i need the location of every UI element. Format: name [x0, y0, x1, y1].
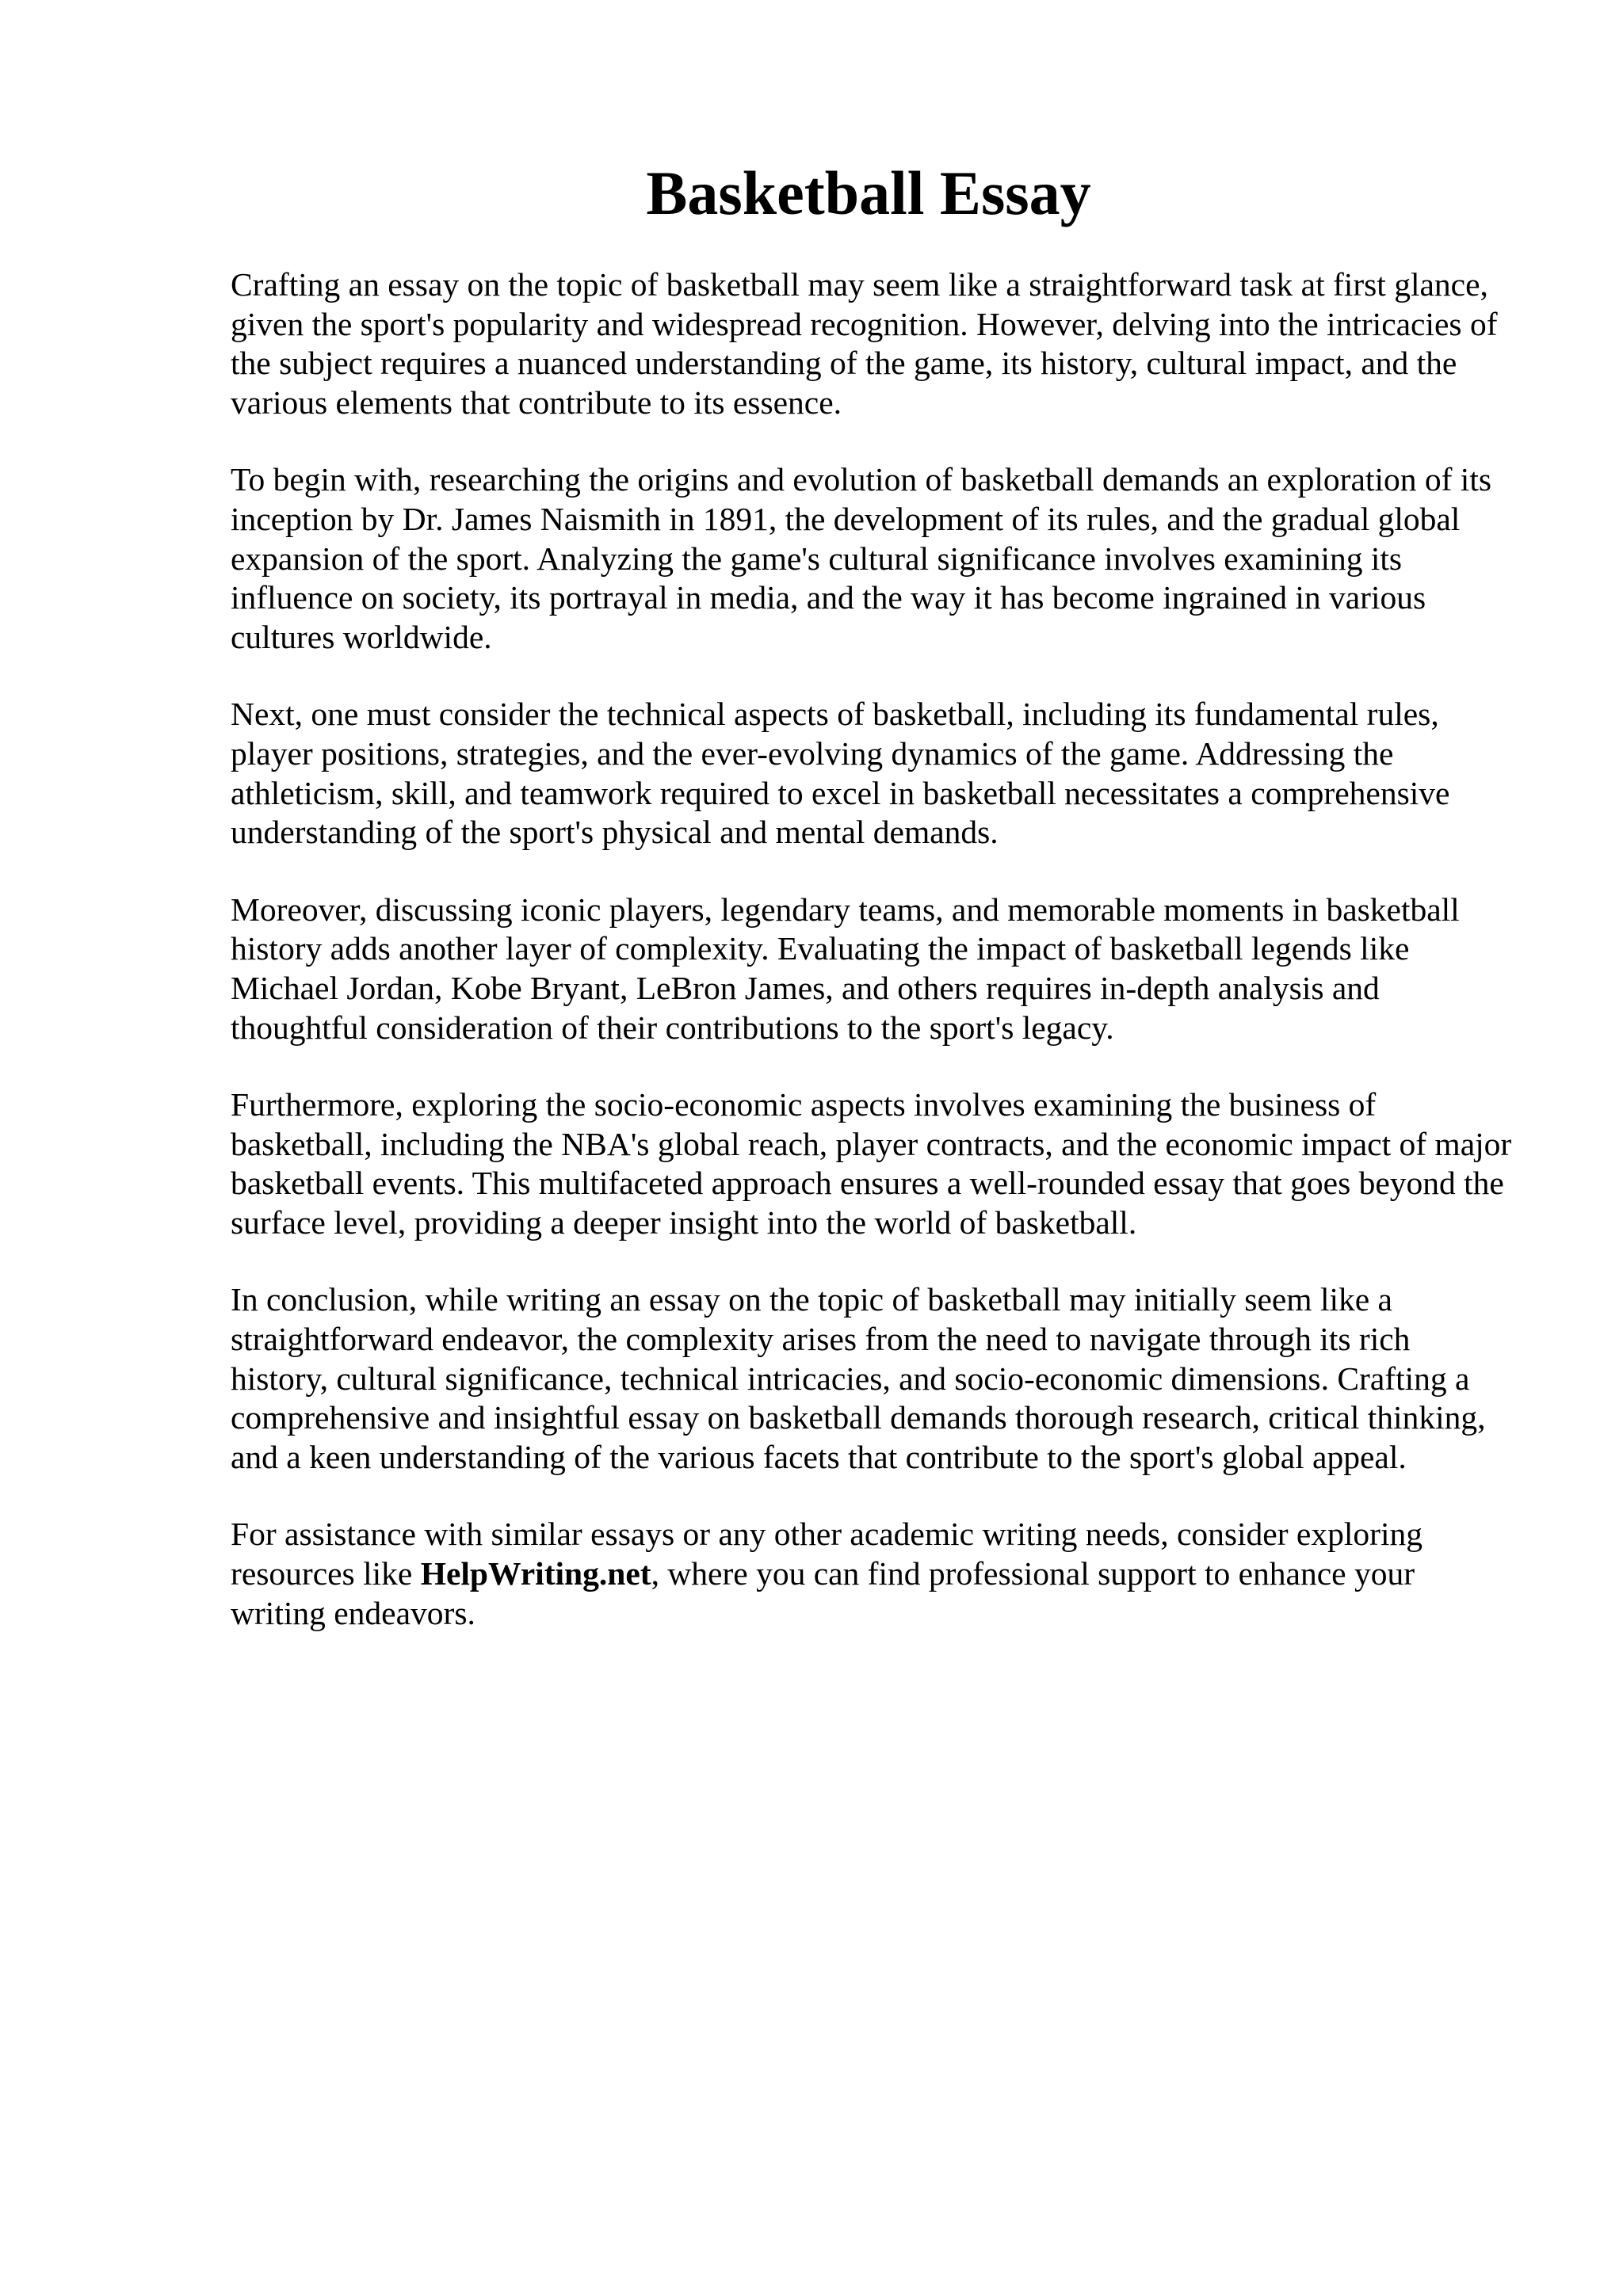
closing-text-after: , where you can find professional support to enhance your — [651, 1555, 1415, 1592]
text-line: Crafting an essay on the topic of basketball may seem like a straightforward task at first glance, — [231, 266, 1488, 303]
paragraph-socio-economic — [231, 1085, 1546, 1242]
paragraph-origins — [231, 460, 1546, 657]
text-line: understanding of the sport's physical and mental demands. — [231, 814, 999, 851]
text-line: straightforward endeavor, the complexity arises from the need to navigate through its rich — [231, 1321, 1411, 1358]
text-line: player positions, strategies, and the ever-evolving dynamics of the game. Addressing the — [231, 734, 1394, 772]
text-line: comprehensive and insightful essay on basketball demands thorough research, critical thinking, — [231, 1399, 1486, 1436]
helpwriting-brand-link[interactable]: HelpWriting.net — [420, 1555, 651, 1592]
paragraph-intro — [231, 265, 1546, 422]
document-title: Basketball Essay — [646, 158, 1091, 227]
text-line: inception by Dr. James Naismith in 1891, the development of its rules, and the gradual global — [231, 500, 1461, 537]
document-body — [231, 265, 1546, 1671]
text-line: Furthermore, exploring the socio-economic aspects involves examining the business of — [231, 1086, 1377, 1123]
text-line: basketball, including the NBA's global reach, player contracts, and the economic impact of major — [231, 1125, 1512, 1162]
text-line — [231, 1554, 1546, 1594]
text-line: Michael Jordan, Kobe Bryant, LeBron James, and others requires in-depth analysis and — [231, 969, 1380, 1006]
text-line: the subject requires a nuanced understanding of the game, its history, cultural impact, and the — [231, 345, 1457, 382]
paragraph-conclusion — [231, 1280, 1546, 1477]
paragraph-players — [231, 891, 1546, 1047]
text-line: Next, one must consider the technical aspects of basketball, including its fundamental rules, — [231, 696, 1439, 733]
text-line: given the sport's popularity and widespread recognition. However, delving into the intricacies of — [231, 305, 1498, 342]
text-line: and a keen understanding of the various facets that contribute to the sport's global appeal. — [231, 1438, 1407, 1475]
text-line: writing endeavors. — [231, 1594, 475, 1631]
text-line: To begin with, researching the origins and evolution of basketball demands an exploration of its — [231, 461, 1492, 498]
text-line: cultures worldwide. — [231, 618, 492, 655]
text-line: Moreover, discussing iconic players, legendary teams, and memorable moments in basketball — [231, 891, 1460, 928]
closing-text-before: resources like — [231, 1555, 421, 1592]
text-line: surface level, providing a deeper insight into the world of basketball. — [231, 1203, 1137, 1241]
text-line: various elements that contribute to its essence. — [231, 383, 842, 421]
text-line: expansion of the sport. Analyzing the game's cultural significance involves examining its — [231, 540, 1403, 577]
text-line: history adds another layer of complexity. Evaluating the impact of basketball legends like — [231, 930, 1410, 967]
text-line: For assistance with similar essays or any other academic writing needs, consider exploring — [231, 1516, 1423, 1553]
text-line: basketball events. This multifaceted approach ensures a well-rounded essay that goes beyond the — [231, 1165, 1504, 1202]
text-line: influence on society, its portrayal in media, and the way it has become ingrained in various — [231, 579, 1426, 616]
text-line: athleticism, skill, and teamwork required to excel in basketball necessitates a comprehensive — [231, 774, 1450, 811]
paragraph-closing — [231, 1515, 1546, 1633]
text-line: history, cultural significance, technical intricacies, and socio-economic dimensions. Crafting a — [231, 1360, 1470, 1397]
text-line: In conclusion, while writing an essay on the topic of basketball may initially seem like a — [231, 1281, 1392, 1318]
paragraph-technical — [231, 695, 1546, 852]
text-line: thoughtful consideration of their contributions to the sport's legacy. — [231, 1009, 1114, 1046]
